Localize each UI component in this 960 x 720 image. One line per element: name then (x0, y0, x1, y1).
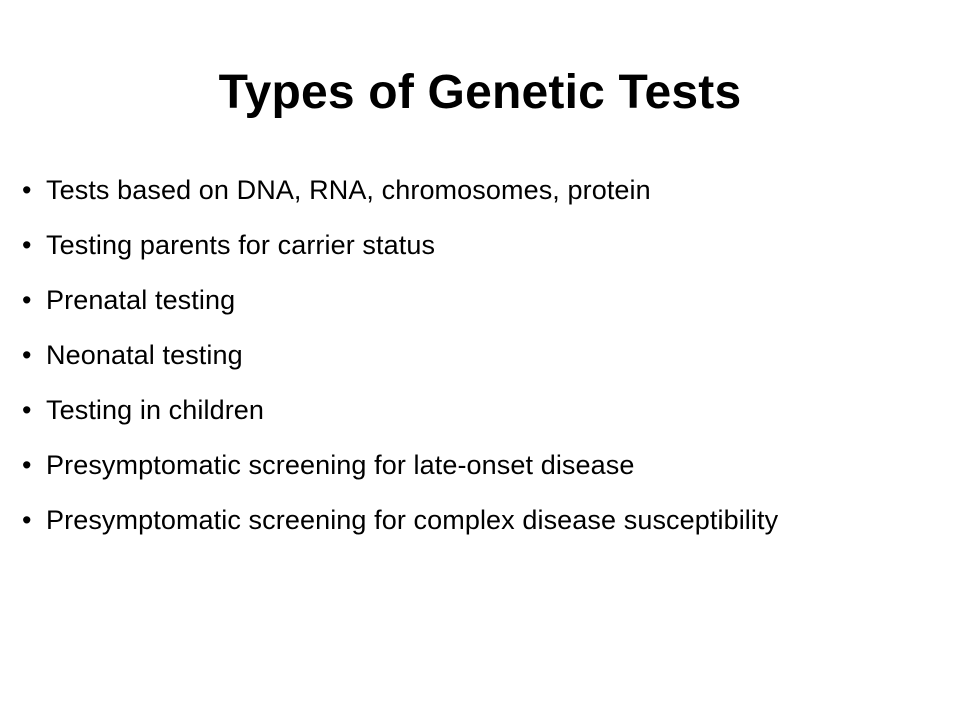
bullet-item (22, 394, 922, 426)
bullet-list (22, 174, 922, 559)
bullet-item (22, 449, 922, 481)
bullet-item (22, 174, 922, 206)
bullet-text: Testing in children (46, 395, 265, 425)
bullet-item (22, 229, 922, 261)
bullet-text: Prenatal testing (46, 285, 236, 315)
bullet-item (22, 284, 922, 316)
bullet-text: Testing parents for carrier status (46, 230, 436, 260)
slide-title: Types of Genetic Tests (218, 66, 742, 119)
bullet-icon: • (22, 340, 32, 370)
bullet-item (22, 504, 922, 536)
bullet-icon: • (22, 395, 32, 425)
bullet-item (22, 339, 922, 371)
bullet-text: Tests based on DNA, RNA, chromosomes, protein (46, 175, 651, 205)
bullet-icon: • (22, 175, 32, 205)
bullet-icon: • (22, 450, 32, 480)
bullet-text: Presymptomatic screening for late-onset disease (46, 450, 635, 480)
bullet-icon: • (22, 230, 32, 260)
bullet-text: Neonatal testing (46, 340, 243, 370)
bullet-text: Presymptomatic screening for complex disease susceptibility (46, 505, 779, 535)
bullet-icon: • (22, 285, 32, 315)
bullet-icon: • (22, 505, 32, 535)
